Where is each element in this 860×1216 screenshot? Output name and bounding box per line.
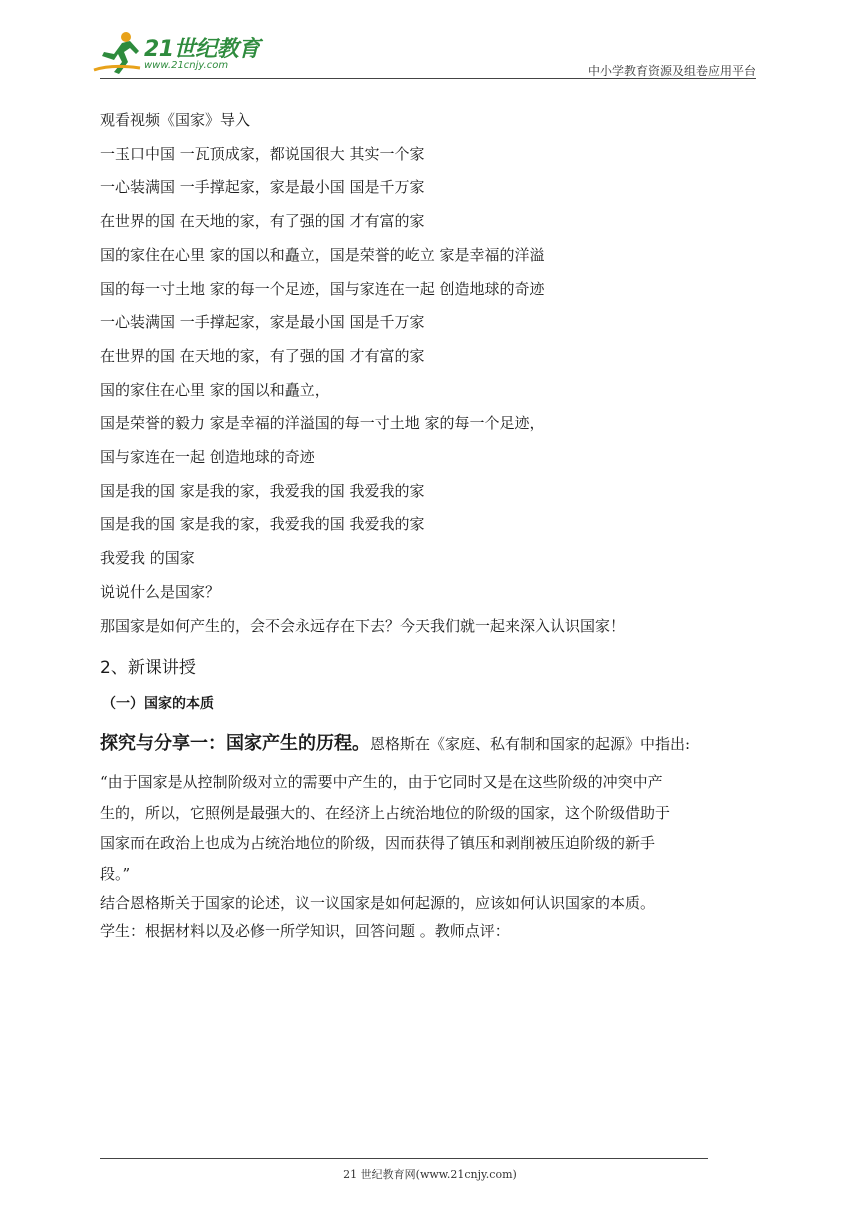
logo-url: www.21cnjy.com — [144, 60, 229, 71]
quote-line: 国家而在政治上也成为占统治地位的阶级，因而获得了镇压和剥削被压迫阶级的新手 — [100, 834, 656, 853]
document-body — [100, 104, 760, 945]
text-line: 国与家连在一起 创造地球的奇迹 — [100, 448, 315, 467]
subsection-heading: （一）国家的本质 — [102, 696, 214, 713]
text-line: 一玉口中国 一瓦顶成家，都说国很大 其实一个家 — [100, 144, 425, 163]
text-line: 一心装满国 一手撑起家，家是最小国 国是千万家 — [100, 313, 425, 332]
page-header — [0, 0, 860, 80]
teacher-note-line: 学生：根据材料以及必修一所学知识，回答问题 。教师点评： — [100, 922, 510, 941]
quote-line: 生的，所以，它照例是最强大的、在经济上占统治地位的阶级的国家，这个阶级借助于 — [100, 803, 671, 822]
quote-line: 段。” — [100, 864, 131, 883]
text-line: 在世界的国 在天地的家，有了强的国 才有富的家 — [100, 212, 425, 231]
text-line: 国的家住在心里 家的国以和矗立， — [100, 380, 330, 399]
quote-line: “由于国家是从控制阶级对立的需要中产生的，由于它同时又是在这些阶级的冲突中产 — [100, 773, 663, 792]
runner-logo-icon — [92, 30, 142, 76]
header-divider — [100, 78, 756, 79]
footer-divider — [100, 1158, 708, 1159]
footer-link[interactable]: 21 世纪教育网(www.21cnjy.com) — [343, 1168, 517, 1181]
text-line: 国是我的国 家是我的家，我爱我的国 我爱我的家 — [100, 481, 425, 500]
quote-block — [100, 767, 760, 889]
logo — [92, 30, 262, 78]
text-line: 在世界的国 在天地的家，有了强的国 才有富的家 — [100, 346, 425, 365]
discussion-line: 结合恩格斯关于国家的论述，议一议国家是如何起源的，应该如何认识国家的本质。 — [100, 894, 656, 913]
text-line: 国是荣誉的毅力 家是幸福的洋溢国的每一寸土地 家的每一个足迹， — [100, 414, 545, 433]
logo-text: 21世纪教育 — [144, 37, 260, 62]
platform-label: 中小学教育资源及组卷应用平台 — [587, 64, 756, 78]
text-line: 国是我的国 家是我的家，我爱我的国 我爱我的家 — [100, 515, 425, 534]
text-line: 一心装满国 一手撑起家，家是最小国 国是千万家 — [100, 178, 425, 197]
section-heading: 2、新课讲授 — [100, 658, 196, 679]
text-line: 国的家住在心里 家的国以和矗立，国是荣誉的屹立 家是幸福的洋溢 — [100, 245, 545, 264]
text-line: 观看视频《国家》导入 — [100, 111, 251, 129]
explore-paragraph — [100, 729, 760, 759]
text-line: 我爱我 的国家 — [100, 549, 195, 568]
explore-text: 恩格斯在《家庭、私有制和国家的起源》中指出: — [370, 735, 691, 754]
text-line: 说说什么是国家？ — [100, 582, 221, 601]
explore-title: 探究与分享一：国家产生的历程。 — [100, 733, 370, 755]
text-line: 国的每一寸土地 家的每一个足迹，国与家连在一起 创造地球的奇迹 — [100, 279, 545, 298]
text-line: 那国家是如何产生的，会不会永远存在下去？今天我们就一起来深入认识国家！ — [100, 616, 626, 635]
